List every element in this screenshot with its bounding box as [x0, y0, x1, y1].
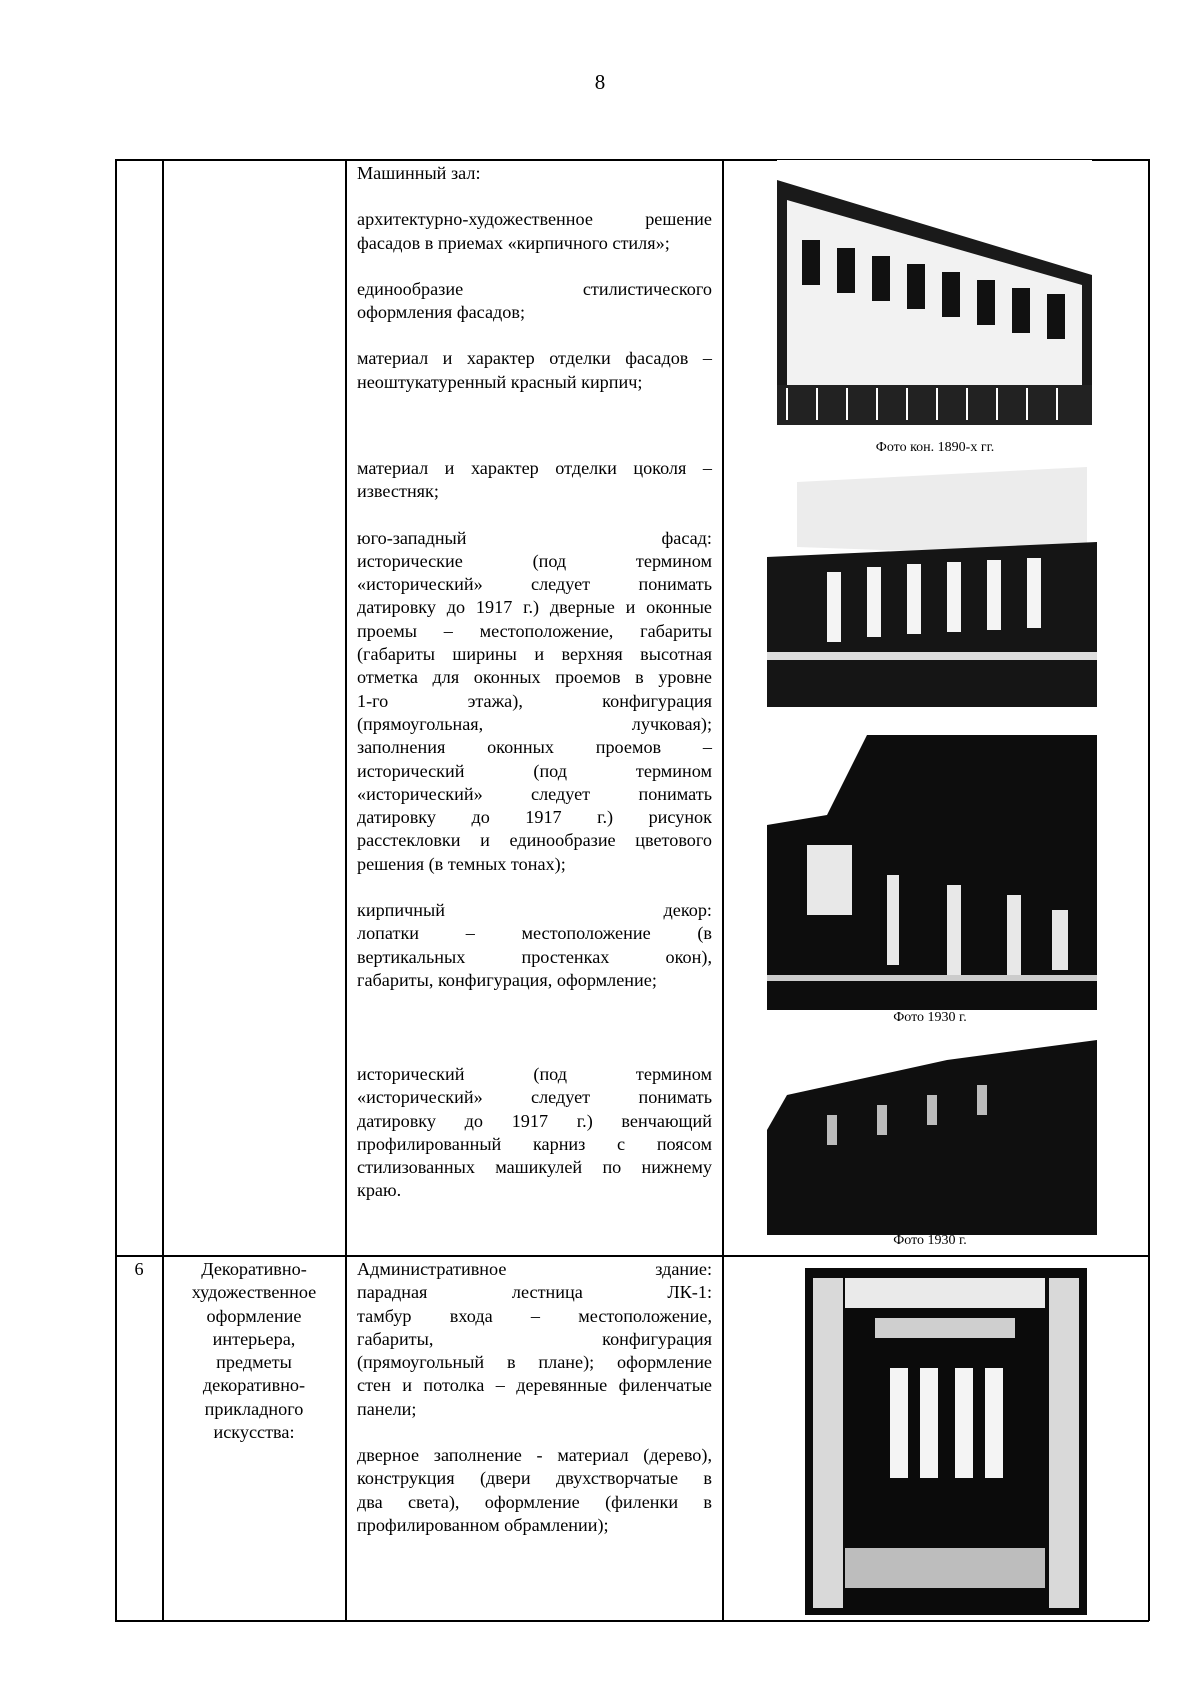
text-line: датировку до 1917 г.) дверные и оконные	[357, 597, 712, 618]
row-divider	[115, 1255, 1149, 1257]
photo-caption: Фото 1930 г.	[893, 1233, 967, 1248]
facade-photo-1890s	[777, 160, 1092, 425]
text-line: (прямоугольная, лучковая);	[357, 713, 712, 734]
text-line: дверное заполнение - материал (дерево),	[357, 1445, 712, 1466]
text-line: «исторический» следует понимать	[357, 783, 712, 804]
table-bottom-border	[115, 1620, 1149, 1622]
text-line: исторический (под термином	[357, 760, 712, 781]
text-line: габариты, конфигурация	[357, 1328, 712, 1349]
text-line: материал и характер отделки фасадов –	[357, 348, 712, 369]
text-line: датировку до 1917 г.) рисунок	[357, 807, 712, 828]
column-border	[1148, 159, 1150, 1621]
category-line: художественное	[191, 1282, 317, 1303]
row5-description-block1	[357, 162, 712, 394]
text-line: 1-го этажа), конфигурация	[357, 690, 712, 711]
text-line: тамбур входа – местоположение,	[357, 1305, 712, 1326]
row6-description	[357, 1258, 712, 1537]
text-line: «исторический» следует понимать	[357, 574, 712, 595]
text-line: «исторический» следует понимать	[357, 1087, 712, 1108]
text-line: фасадов в приемах «кирпичного стиля»;	[357, 232, 670, 253]
text-line: краю.	[357, 1180, 402, 1201]
paragraph	[357, 899, 712, 992]
text-line: панели;	[357, 1398, 417, 1419]
column-border	[115, 159, 117, 1621]
text-line: датировку до 1917 г.) венчающий	[357, 1110, 712, 1131]
text-line: стилизованных машикулей по нижнему	[357, 1157, 712, 1178]
paragraph	[357, 1063, 712, 1203]
text-line: вертикальных простенках окон),	[357, 946, 712, 967]
text-line: оформления фасадов;	[357, 302, 526, 323]
paragraph-gap	[357, 185, 712, 208]
category-line: Декоративно-	[201, 1259, 307, 1279]
row6-category	[164, 1258, 344, 1444]
text-line: габариты, конфигурация, оформление;	[357, 969, 657, 990]
text-line: (габариты ширины и верхняя высотная	[357, 644, 712, 665]
text-line: исторические (под термином	[357, 550, 712, 571]
row6-number: 6	[134, 1259, 144, 1279]
text-line: стен и потолка – деревянные филенчатые	[357, 1375, 712, 1396]
text-line: единообразие стилистического	[357, 278, 712, 299]
paragraph-gap	[357, 324, 712, 347]
paragraph	[357, 347, 712, 394]
paragraph-gap	[357, 255, 712, 278]
photo-caption: Фото 1930 г.	[893, 1010, 967, 1025]
text-line: отметка для оконных проемов в уровне	[357, 667, 712, 688]
text-line: (прямоугольный в плане); оформление	[357, 1352, 712, 1373]
text-line: неоштукатуренный красный кирпич;	[357, 371, 643, 392]
paragraph	[357, 1258, 712, 1421]
category-line: оформление	[206, 1305, 302, 1326]
facade-photo-1930-a	[767, 462, 1097, 707]
text-line: решения (в темных тонах);	[357, 853, 566, 874]
interior-photo-vestibule	[805, 1258, 1087, 1615]
text-line: проемы – местоположение, габариты	[357, 620, 712, 641]
text-line: заполнения оконных проемов –	[357, 737, 712, 758]
text-line: конструкция (двери двухстворчатые в	[357, 1468, 712, 1489]
text-line: расстекловки и единообразие цветового	[357, 830, 712, 851]
text-line: Административное здание:	[357, 1259, 712, 1279]
category-line: прикладного	[204, 1398, 304, 1419]
category-line: предметы	[216, 1352, 292, 1373]
text-line: кирпичный декор:	[357, 900, 712, 921]
paragraph	[357, 278, 712, 325]
text-line: профилированном обрамлении);	[357, 1514, 609, 1535]
category-line: интерьера,	[212, 1328, 296, 1349]
paragraph-gap	[357, 876, 712, 899]
text-line: парадная лестница ЛК-1:	[357, 1282, 712, 1303]
paragraph	[357, 1444, 712, 1537]
row5-description-block3	[357, 1063, 712, 1203]
text-line: два света), оформление (филенки в	[357, 1491, 712, 1512]
text-line: известняк;	[357, 481, 439, 502]
row5-description-block2	[357, 457, 712, 992]
column-border	[345, 159, 347, 1621]
paragraph-gap	[357, 1421, 712, 1444]
facade-photo-1930-b	[767, 735, 1097, 1010]
paragraph	[357, 162, 712, 185]
paragraph	[357, 527, 712, 876]
paragraph-gap	[357, 504, 712, 527]
page-number: 8	[594, 70, 606, 94]
category-line: искусства:	[213, 1422, 295, 1443]
text-line: исторический (под термином	[357, 1064, 712, 1084]
text-line: Машинный зал:	[357, 163, 481, 183]
paragraph	[357, 457, 712, 504]
text-line: профилированный карниз с поясом	[357, 1133, 712, 1154]
text-line: материал и характер отделки цоколя –	[357, 458, 712, 478]
category-line: декоративно-	[202, 1375, 306, 1396]
paragraph	[357, 208, 712, 255]
photo-caption: Фото кон. 1890-х гг.	[875, 440, 995, 455]
facade-photo-1930-c	[767, 1035, 1097, 1235]
text-line: юго-западный фасад:	[357, 527, 712, 548]
text-line: архитектурно-художественное решение	[357, 209, 712, 230]
column-border	[722, 159, 724, 1621]
text-line: лопатки – местоположение (в	[357, 923, 712, 944]
